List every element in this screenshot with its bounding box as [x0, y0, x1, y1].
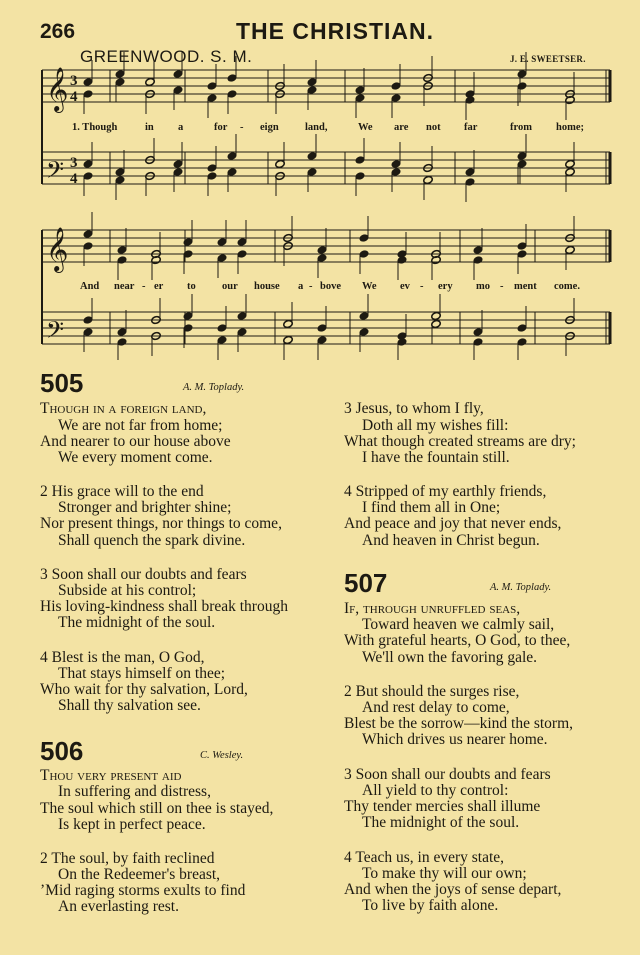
- verse-line: 4 Blest is the man, O God,: [40, 649, 205, 666]
- lyric-syllable: -: [500, 281, 504, 292]
- verse-line: The midnight of the soul.: [58, 614, 216, 631]
- lyric-syllable: a: [298, 281, 304, 292]
- verse-line: With grateful hearts, O God, to thee,: [344, 632, 571, 649]
- lyric-syllable: for: [214, 122, 228, 133]
- lyric-syllable: er: [154, 281, 164, 292]
- verse-line: Though in a foreign land,: [40, 400, 207, 417]
- lyric-syllable: are: [394, 122, 409, 133]
- verse-line: I find them all in One;: [362, 499, 501, 516]
- svg-text:4: 4: [70, 89, 78, 105]
- verse-line: Subside at his control;: [58, 582, 197, 599]
- verse-line: Thy tender mercies shall illume: [344, 798, 541, 815]
- svg-text:𝄞: 𝄞: [46, 67, 69, 111]
- lyric-syllable: come.: [554, 281, 580, 292]
- verse-line: Which drives us nearer home.: [362, 731, 548, 748]
- lyric-syllable: home;: [556, 122, 584, 133]
- lyric-syllable: our: [222, 281, 238, 292]
- verse-line: ’Mid raging storms exults to find: [40, 882, 246, 899]
- verse-line: That stays himself on thee;: [58, 665, 226, 682]
- lyric-syllable: And: [80, 281, 100, 292]
- lyric-syllable: near: [114, 281, 135, 292]
- lyric-syllable: mo: [476, 281, 490, 292]
- composer-credit: J. E. SWEETSER.: [510, 54, 586, 64]
- verse-line: And nearer to our house above: [40, 433, 231, 450]
- lyric-syllable: -: [240, 122, 244, 133]
- lyric-syllable: eign: [260, 122, 279, 133]
- lyric-syllable: ery: [438, 281, 453, 292]
- verse-line: Is kept in perfect peace.: [58, 816, 206, 833]
- verse-line: 4 Teach us, in every state,: [344, 849, 505, 866]
- verse-line: And rest delay to come,: [362, 699, 510, 716]
- hymn-author: A. M. Toplady.: [490, 582, 552, 593]
- verse-line: 2 The soul, by faith reclined: [40, 850, 215, 867]
- music-lyrics-line-1: [0, 122, 640, 136]
- lyric-syllable: ment: [514, 281, 537, 292]
- lyric-syllable: 1. Though: [72, 122, 118, 133]
- verse-line: All yield to thy control:: [362, 782, 509, 799]
- lyric-syllable: a: [178, 122, 184, 133]
- lyric-syllable: We: [362, 281, 377, 292]
- verse-line: Nor present things, nor things to come,: [40, 515, 282, 532]
- music-lyrics-line-2: [0, 281, 640, 295]
- verse-line: Toward heaven we calmly sail,: [362, 616, 555, 633]
- verse-line: And peace and joy that never ends,: [344, 515, 562, 532]
- verse-line: In suffering and distress,: [58, 783, 211, 800]
- verse-line: 3 Soon shall our doubts and fears: [40, 566, 247, 583]
- running-head: THE CHRISTIAN.: [236, 18, 434, 44]
- verse-line: On the Redeemer's breast,: [58, 866, 221, 883]
- lyric-syllable: ev: [400, 281, 410, 292]
- lyric-syllable: not: [426, 122, 441, 133]
- verse-line: If, through unruffled seas,: [344, 600, 521, 617]
- hymn-author: C. Wesley.: [200, 750, 244, 761]
- verse-line: An everlasting rest.: [58, 898, 179, 915]
- verse-line: Shall thy salvation see.: [58, 697, 201, 714]
- verse-line: 3 Soon shall our doubts and fears: [344, 766, 551, 783]
- svg-text:4: 4: [70, 171, 78, 187]
- verse-line: Blest be the sorrow—kind the storm,: [344, 715, 574, 732]
- verse-line: Thou very present aid: [40, 767, 182, 784]
- verse-line: Who wait for thy salvation, Lord,: [40, 681, 248, 698]
- tune-name: GREENWOOD. S. M.: [80, 47, 253, 66]
- svg-text:3: 3: [70, 73, 78, 89]
- lyric-syllable: -: [309, 281, 313, 292]
- svg-text:𝄢: 𝄢: [46, 156, 65, 189]
- lyric-syllable: bove: [320, 281, 341, 292]
- verse-line: And heaven in Christ begun.: [362, 532, 540, 549]
- verse-line: The soul which still on thee is stayed,: [40, 800, 274, 817]
- hymn-number: 506: [40, 736, 84, 766]
- verse-line: Shall quench the spark divine.: [58, 532, 246, 549]
- verse-line: 2 His grace will to the end: [40, 483, 204, 500]
- verse-line: 2 But should the surges rise,: [344, 683, 520, 700]
- verse-line: To live by faith alone.: [362, 897, 499, 914]
- page-number: 266: [40, 20, 76, 43]
- verse-line: The midnight of the soul.: [362, 814, 520, 831]
- lyric-syllable: land,: [305, 122, 328, 133]
- hymn-number: 507: [344, 568, 388, 598]
- lyric-syllable: -: [142, 281, 146, 292]
- verse-line: We'll own the favoring gale.: [362, 649, 538, 666]
- verse-line: To make thy will our own;: [362, 865, 527, 882]
- lyric-syllable: far: [464, 122, 478, 133]
- svg-text:3: 3: [70, 155, 78, 171]
- lyric-syllable: from: [510, 122, 532, 133]
- music-score: [0, 0, 640, 360]
- lyric-syllable: We: [358, 122, 373, 133]
- verse-line: We are not far from home;: [58, 417, 223, 434]
- lyric-syllable: house: [254, 281, 280, 292]
- verse-line: Doth all my wishes fill:: [362, 417, 509, 434]
- svg-text:𝄞: 𝄞: [46, 227, 69, 271]
- verse-line: Stronger and brighter shine;: [58, 499, 232, 516]
- verse-line: What though created streams are dry;: [344, 433, 576, 450]
- verse-line: His loving-kindness shall break through: [40, 598, 288, 615]
- verse-line: 3 Jesus, to whom I fly,: [344, 400, 484, 417]
- svg-text:𝄢: 𝄢: [46, 316, 65, 349]
- verse-line: We every moment come.: [58, 449, 213, 466]
- lyric-syllable: -: [420, 281, 424, 292]
- lyric-syllable: in: [145, 122, 154, 133]
- verse-line: I have the fountain still.: [362, 449, 510, 466]
- verse-line: 4 Stripped of my earthly friends,: [344, 483, 547, 500]
- hymn-number: 505: [40, 368, 84, 398]
- hymn-author: A. M. Toplady.: [183, 382, 245, 393]
- verse-line: And when the joys of sense depart,: [344, 881, 562, 898]
- lyric-syllable: to: [187, 281, 196, 292]
